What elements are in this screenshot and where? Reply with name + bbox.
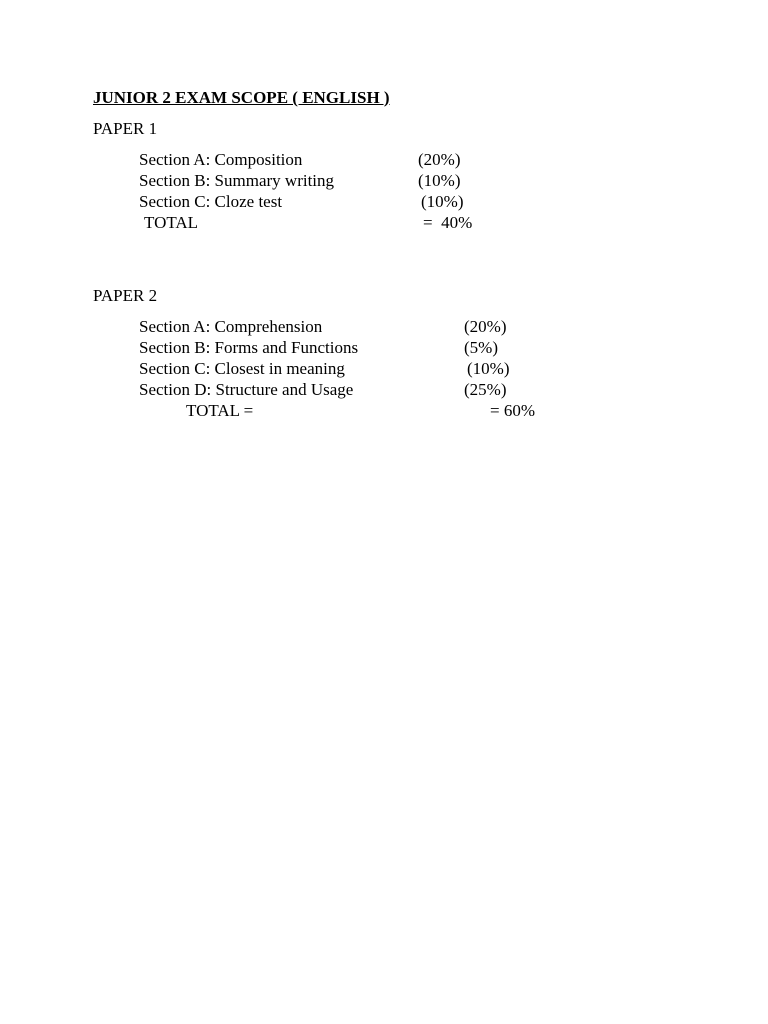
paper2-total-label: TOTAL =: [186, 401, 254, 420]
paper1-total-value: = 40%: [423, 213, 473, 232]
paper2-heading: PAPER 2: [93, 286, 158, 305]
paper2-total-value: = 60%: [490, 401, 535, 420]
document-title: JUNIOR 2 EXAM SCOPE ( ENGLISH ): [93, 88, 390, 107]
paper1-row-value: (10%): [421, 192, 464, 211]
paper2-row-label: Section D: Structure and Usage: [139, 380, 354, 399]
paper2-row-label: Section C: Closest in meaning: [139, 359, 345, 378]
paper1-row-label: Section C: Cloze test: [139, 192, 283, 211]
paper2-row-label: Section B: Forms and Functions: [139, 338, 359, 357]
paper1-row-label: Section B: Summary writing: [139, 171, 335, 190]
paper1-row-label: Section A: Composition: [139, 150, 303, 169]
paper1-row-value: (20%): [418, 150, 461, 169]
paper2-row-value: (10%): [467, 359, 510, 378]
paper1-total-label: TOTAL: [144, 213, 199, 232]
paper2-row-value: (5%): [464, 338, 498, 357]
paper2-row-label: Section A: Comprehension: [139, 317, 323, 336]
paper2-row-value: (20%): [464, 317, 507, 336]
paper1-row-value: (10%): [418, 171, 461, 190]
paper2-row-value: (25%): [464, 380, 507, 399]
paper1-heading: PAPER 1: [93, 119, 158, 138]
